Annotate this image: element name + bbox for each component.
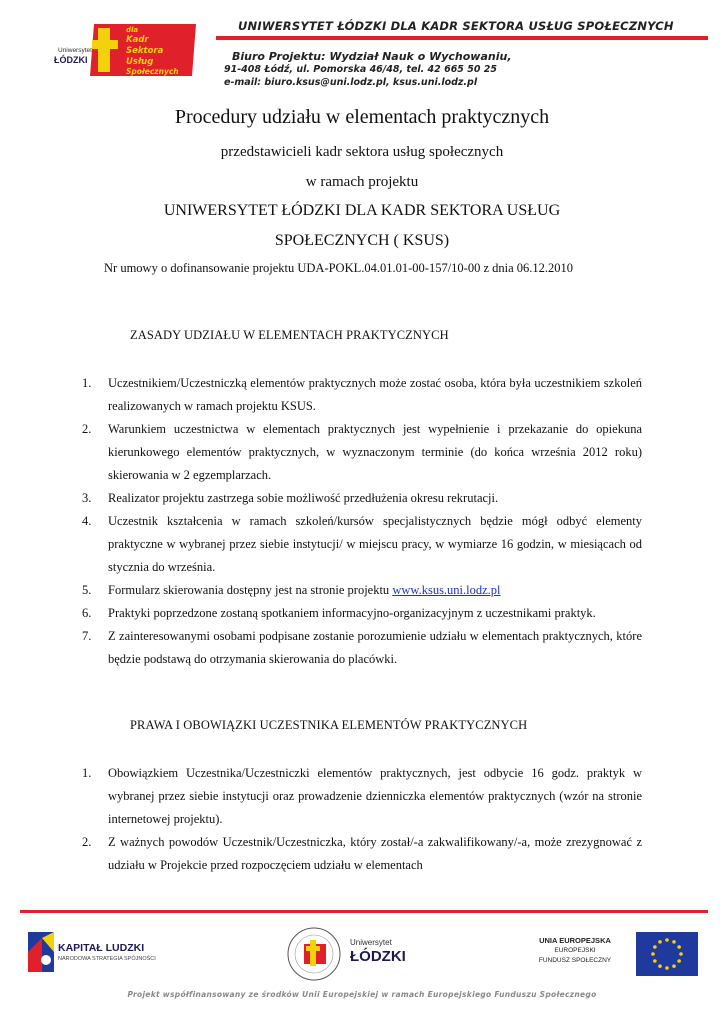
kapital-ludzki-name: KAPITAŁ LUDZKI — [58, 942, 145, 954]
header-email: e-mail: biuro.ksus@uni.lodz.pl, ksus.uni.lodz.pl — [224, 77, 478, 88]
eu-star — [658, 940, 662, 944]
project-name-line-1: UNIWERSYTET ŁÓDZKI DLA KADR SEKTORA USŁUG — [163, 202, 561, 219]
list-item-text: Formularz skierowania dostępny jest na stronie projektu — [108, 583, 393, 597]
list-item — [82, 762, 642, 831]
list-item — [82, 487, 642, 510]
footer-logos — [0, 926, 724, 982]
list-item — [82, 625, 642, 671]
list-item-number: 6. — [82, 606, 92, 620]
section-heading-rules: ZASADY UDZIAŁU W ELEMENTACH PRAKTYCZNYCH — [130, 328, 449, 342]
logo-word-1: dla — [126, 26, 139, 34]
eu-line-3: FUNDUSZ SPOŁECZNY — [538, 957, 612, 964]
eu-flag-icon — [636, 932, 698, 976]
list-item-number: 2. — [82, 422, 92, 436]
header-contact — [224, 50, 512, 89]
eu-star — [679, 952, 683, 956]
list-item-number: 5. — [82, 583, 92, 597]
project-name-line-2: SPOŁECZNYCH ( KSUS) — [274, 232, 450, 249]
list-item-number: 7. — [82, 629, 92, 643]
eu-star — [658, 964, 662, 968]
project-website-link[interactable]: www.ksus.uni.lodz.pl — [392, 583, 501, 597]
list-item-text: Realizator projektu zastrzega sobie możliwość przedłużenia okresu rekrutacji. — [108, 491, 499, 505]
logo-word-2: Kadr — [126, 35, 149, 45]
kapital-ludzki-subtitle: NARODOWA STRATEGIA SPÓJNOŚCI — [58, 956, 156, 962]
eu-star — [672, 964, 676, 968]
footer-cofinancing-note: Projekt współfinansowany ze środków Unii Europejskiej w ramach Europejskiego Funduszu Społecznego — [127, 990, 597, 999]
eu-star — [665, 966, 669, 970]
list-item-number: 4. — [82, 514, 92, 528]
footer-red-bar — [20, 910, 708, 913]
document-line: w ramach projektu — [305, 174, 419, 190]
document-subtitle: przedstawicieli kadr sektora usług społecznych — [220, 144, 504, 160]
list-item-text: Praktyki poprzedzone zostaną spotkaniem informacyjno-organizacyjnym z uczestnikami praktyk. — [108, 606, 596, 620]
section-heading-rights: PRAWA I OBOWIĄZKI UCZESTNIKA ELEMENTÓW PRAKTYCZNYCH — [130, 718, 528, 732]
logo-word-4: Usług — [126, 57, 154, 67]
list-item-text: Uczestnik kształcenia w ramach szkoleń/kursów specjalistycznych będzie mógł odbyć elementy praktyczne w wybranej przez siebie instytucji/ w miejscu pracy, w wymiarze 16 godzin, w miesiącach od stycznia do września. — [108, 514, 642, 574]
list-item — [82, 831, 642, 877]
list-item-text: Z ważnych powodów Uczestnik/Uczestniczka, który został/-a zakwalifikowany/-a, może zrezygnować z udziału w Projekcie przed rozpoczęciem udziału w elementach — [108, 835, 642, 872]
logo-big-text: ŁÓDZKI — [54, 55, 88, 65]
list-item — [82, 510, 642, 579]
list-item — [82, 602, 642, 625]
list-item-number: 3. — [82, 491, 92, 505]
eu-star — [653, 945, 657, 949]
logo-word-5: Społecznych — [126, 67, 179, 76]
eu-line-1: UNIA EUROPEJSKA — [539, 936, 611, 945]
title-block — [0, 104, 724, 252]
header-office: Biuro Projektu: Wydział Nauk o Wychowaniu, — [232, 50, 512, 63]
logo-word-3: Sektora — [126, 46, 164, 56]
list-item — [82, 418, 642, 487]
list-item-number: 1. — [82, 376, 92, 390]
university-seal-icon — [284, 926, 344, 982]
eu-star — [651, 952, 655, 956]
list-item-text: Obowiązkiem Uczestnika/Uczestniczki elementów praktycznych, jest odbycie 16 godz. praktyk w wybranej przez siebie instytucji oraz prowadzenie dzienniczka elementów praktycznych (wzór na stronie internetowej projektu). — [108, 766, 642, 826]
list-item-number: 2. — [82, 835, 92, 849]
rights-list — [82, 762, 642, 877]
ksus-logo — [32, 22, 200, 80]
rules-list — [82, 372, 642, 671]
header-address: 91-408 Łódź, ul. Pomorska 46/48, tel. 42 665 50 25 — [224, 64, 497, 75]
list-item — [82, 579, 642, 602]
eu-star — [677, 945, 681, 949]
document-title: Procedury udziału w elementach praktycznych — [174, 106, 550, 128]
list-item — [82, 372, 642, 418]
list-item-text: Z zainteresowanymi osobami podpisane zostanie porozumienie udziału w elementach praktycznych, które będzie podstawą do otrzymania skierowania do placówki. — [108, 629, 642, 666]
eu-text — [520, 936, 630, 966]
eu-line-2: EUROPEJSKI — [554, 947, 596, 954]
eu-star — [665, 938, 669, 942]
university-small-text: Uniwersytet — [350, 938, 392, 947]
list-item-text: Uczestnikiem/Uczestniczką elementów praktycznych może zostać osoba, która była uczestnikiem szkoleń realizowanych w ramach projektu KSUS. — [108, 376, 642, 413]
kapital-ludzki-logo-icon — [26, 930, 56, 974]
eu-star — [653, 959, 657, 963]
eu-star — [677, 959, 681, 963]
list-item-number: 1. — [82, 766, 92, 780]
university-name: ŁÓDZKI — [350, 948, 406, 965]
header-red-bar — [216, 36, 708, 40]
list-item-text: Warunkiem uczestnictwa w elementach praktycznych jest wypełnienie i przekazanie do opiekuna kierunkowego elementów praktycznych, w wyznaczonym terminie (do końca września 2012 roku) skierowania w 2 egzemplarzach. — [108, 422, 642, 482]
eu-star — [672, 940, 676, 944]
contract-number: Nr umowy o dofinansowanie projektu UDA-POKL.04.01.01-00-157/10-00 z dnia 06.12.2010 — [104, 261, 574, 275]
header-title: UNIWERSYTET ŁÓDZKI DLA KADR SEKTORA USŁUG SPOŁECZNYCH — [238, 19, 674, 33]
logo-small-text: Uniwersytet — [58, 47, 92, 54]
